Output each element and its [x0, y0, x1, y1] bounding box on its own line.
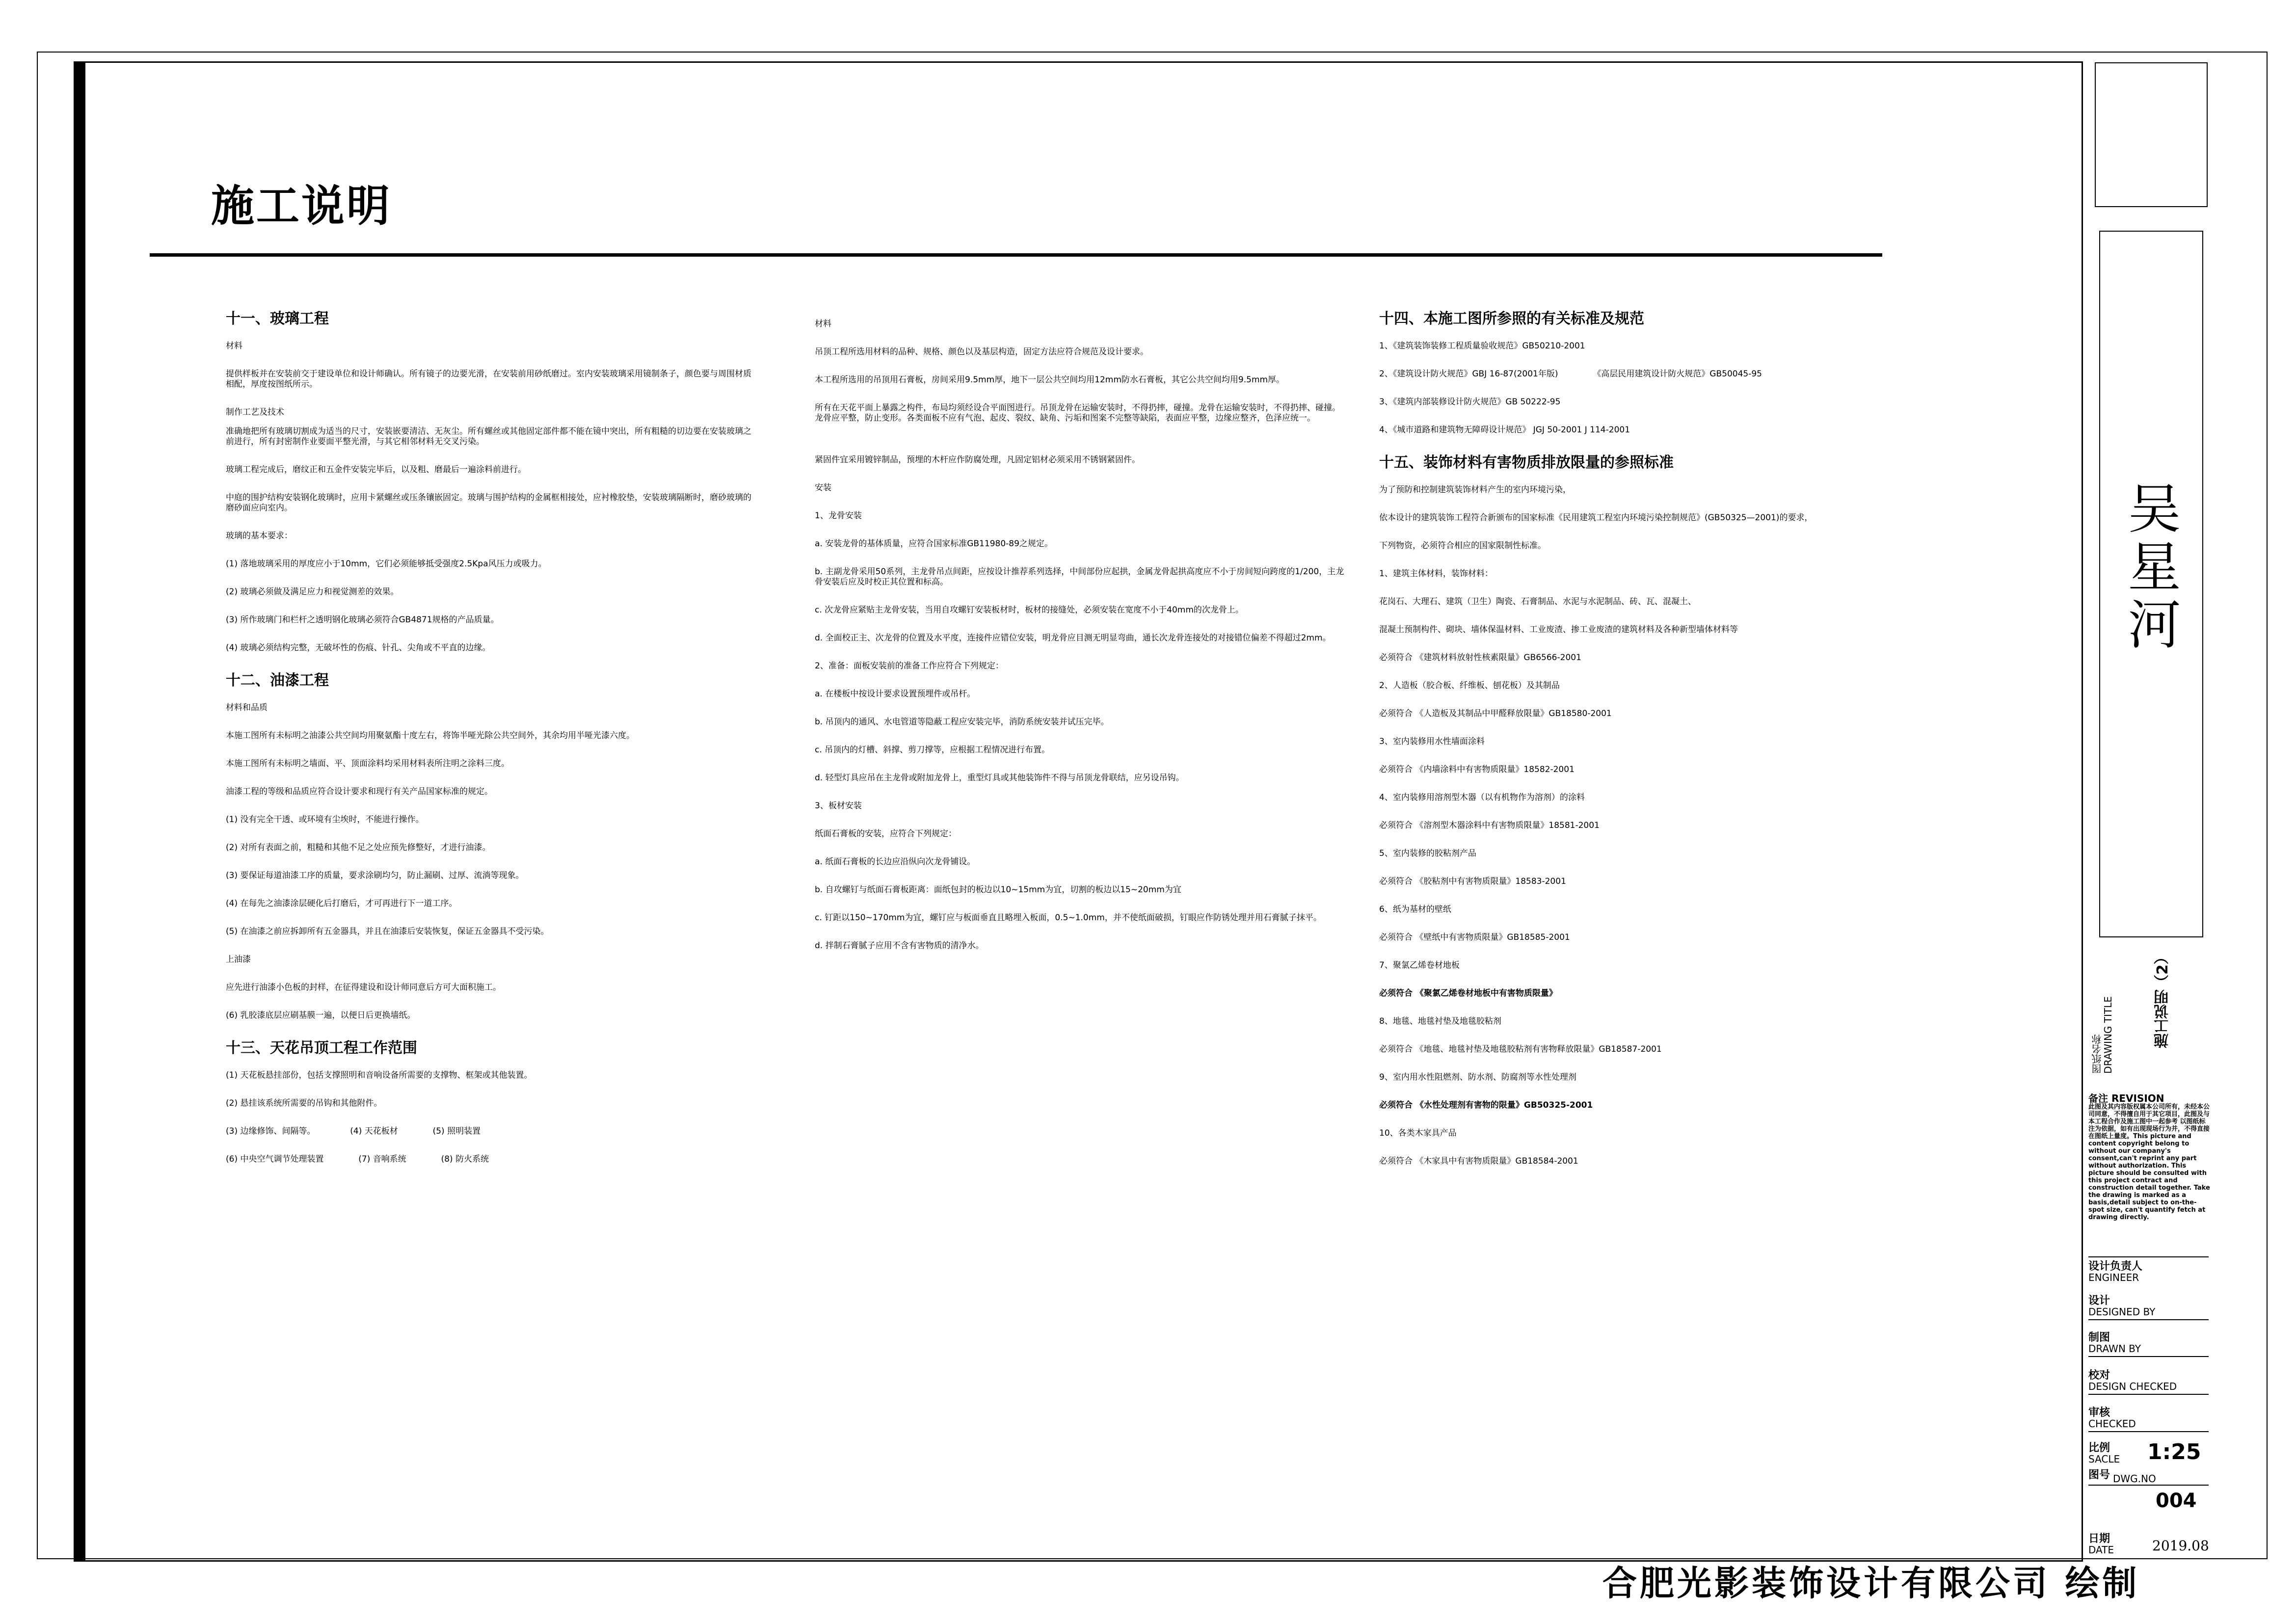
dwg-no-label-en: DWG.NO: [2113, 1473, 2156, 1485]
paragraph: 吊顶工程所选用材料的品种、规格、颜色以及基层构造，固定方法应符合规范及设计要求。: [815, 347, 1148, 357]
designed-by-label: 设计: [2088, 1295, 2110, 1307]
paragraph: c. 吊顶内的灯槽、斜撑、剪刀撑等，应根据工程情况进行布置。: [815, 745, 1050, 755]
list-item: (5) 照明装置: [432, 1126, 481, 1136]
drawn-by-label: 制图: [2088, 1331, 2110, 1344]
design-checked-label-en: DESIGN CHECKED: [2088, 1381, 2177, 1392]
paragraph: 纸面石膏板的安装，应符合下列规定：: [815, 829, 957, 839]
list-item: (6) 中央空气调节处理装置: [226, 1154, 324, 1164]
paragraph: 3、板材安装: [815, 801, 862, 811]
paragraph: (3) 要保证每道油漆工序的质量，要求涂刷均匀，防止漏刷、过厚、流淌等现象。: [226, 871, 524, 880]
paragraph: 所有在天花平面上暴露之构件，布局均须经设合平面图进行。吊顶龙骨在运输安装时，不得扔摔，碰撞。龙骨在运输安装时，不得扔摔、碰撞。龙骨应平整，防止变形。各类面板不应有气泡、起皮、裂纹、缺角、污垢和图案不完整等缺陷，表面应平整，边缘应整齐，色泽应统一。: [815, 403, 1340, 423]
scale-label-en: SACLE: [2088, 1453, 2120, 1465]
dwg-no-value: 004: [2156, 1490, 2197, 1512]
list-item: (8) 防火系统: [441, 1154, 489, 1164]
paragraph: 花岗石、大理石、建筑（卫生）陶瓷、石膏制品、水泥与水泥制品、砖、瓦、混凝土、: [1379, 597, 1696, 607]
paragraph: (2) 玻璃必须做及满足应力和视觉测差的效果。: [226, 587, 399, 597]
paragraph: a. 纸面石膏板的长边应沿纵向次龙骨铺设。: [815, 857, 976, 867]
paragraph: 必须符合 《内墙涂料中有害物质限量》18582-2001: [1379, 765, 1575, 774]
paragraph: 上油漆: [226, 955, 251, 964]
paragraph-row: [1379, 369, 1909, 379]
engineer-label-en: ENGINEER: [2088, 1272, 2139, 1283]
paragraph: 1、《建筑装饰装修工程质量验收规范》GB50210-2001: [1379, 341, 1585, 351]
paragraph: b. 吊顶内的通风、水电管道等隐蔽工程应安装完毕，消防系统安装并试压完毕。: [815, 717, 1109, 727]
paragraph: 4、《城市道路和建筑物无障碍设计规范》 JGJ 50-2001 J 114-2001: [1379, 425, 1630, 435]
scale-label: 比例: [2088, 1442, 2110, 1454]
title-rule: [150, 253, 1882, 257]
approved-label-en: CHECKED: [2088, 1418, 2136, 1430]
paragraph: 必须符合 《建筑材料放射性核素限量》GB6566-2001: [1379, 653, 1581, 663]
paragraph: 1、建筑主体材料，装饰材料：: [1379, 569, 1493, 579]
divider: [2088, 1485, 2209, 1486]
paragraph: a. 在楼板中按设计要求设置预埋件或吊杆。: [815, 689, 976, 699]
revision-notice: 此图及其内容版权属本公司所有，未经本公司同意，不得擅自用于其它项目，此图及与本工程合作及施工图中一起参考 以图纸标注为依据，如有出现现场行为并，不得直接在图纸上量度。This picture and content copyright belong to without our company's consent,can't reprint any part without authorization. This picture should be consulted with this project contract and construction detail together. Take the drawing is marked as a basis,detail subject to on-the-spot size, can't quantify fetch at drawing directly.: [2088, 1103, 2210, 1221]
paragraph: 准确地把所有玻璃切割成为适当的尺寸，安装嵌要清洁、无灰尘。所有螺丝或其他固定部件都不能在镜中突出，所有粗糙的切边要在安装玻璃之前进行，所有封密制作业要面平整光滑，与其它相邻材料无交叉污染。: [226, 426, 751, 447]
drawing-title-label: 图纸名称 DRAWING TITLE: [2091, 996, 2114, 1074]
divider: [2088, 1356, 2209, 1357]
paragraph: 本施工图所有未标明之油漆公共空间均用聚氨酯十度左右，将饰半哑光除公共空间外，其余均用半哑光漆六度。: [226, 731, 635, 741]
paragraph: 必须符合 《人造板及其制品中甲醛释放限量》GB18580-2001: [1379, 709, 1612, 719]
drawing-title: 施工说明（2）: [2154, 950, 2171, 1048]
paragraph: 下列物资，必须符合相应的国家限制性标准。: [1379, 541, 1546, 551]
list-item: 《高层民用建筑设计防火规范》GB50045-95: [1593, 369, 1762, 379]
approved-label: 审核: [2088, 1407, 2110, 1419]
paragraph: 必须符合 《水性处理剂有害物的限量》GB50325-2001: [1379, 1100, 1593, 1110]
paragraph: (1) 天花板悬挂部份，包括支撑照明和音响设备所需要的支撑物、框架或其他装置。: [226, 1070, 533, 1080]
paragraph: 依本设计的建筑装饰工程符合新颁布的国家标准《民用建筑工程室内环境污染控制规范》(GB50325—2001)的要求，: [1379, 513, 1813, 523]
paragraph: 材料和品质: [226, 703, 267, 713]
paragraph: 玻璃工程完成后，磨纹正和五金件安装完毕后，以及粗、磨最后一遍涂料前进行。: [226, 465, 526, 475]
paragraph: 必须符合 《壁纸中有害物质限量》GB18585-2001: [1379, 932, 1570, 942]
list-item: (3) 边缘修饰、间隔等。: [226, 1126, 316, 1136]
paragraph: (3) 所作玻璃门和栏杆之透明钢化玻璃必须符合GB4871规格的产品质量。: [226, 615, 499, 625]
project-name: 吴星河: [2119, 481, 2180, 655]
paragraph: 制作工艺及技术: [226, 407, 284, 417]
paragraph: 油漆工程的等级和品质应符合设计要求和现行有关产品国家标准的规定。: [226, 787, 493, 797]
divider: [2088, 1394, 2209, 1395]
section-11-title: 十一、玻璃工程: [226, 310, 329, 327]
paragraph: (6) 乳胶漆底层应刷基膜一遍，以便日后更换墙纸。: [226, 1011, 416, 1020]
paragraph: d. 轻型灯具应吊在主龙骨或附加龙骨上，重型灯具或其他装饰件不得与吊顶龙骨联结，应另设吊钩。: [815, 773, 1184, 783]
paragraph: d. 拌制石膏腻子应用不含有害物质的清净水。: [815, 941, 984, 951]
paragraph: 8、地毯、地毯衬垫及地毯胶粘剂: [1379, 1016, 1501, 1026]
paragraph: 7、聚氯乙烯卷材地板: [1379, 960, 1460, 970]
designed-by-label-en: DESIGNED BY: [2088, 1306, 2156, 1318]
paragraph: c. 次龙骨应紧贴主龙骨安装，当用自攻螺钉安装板材时，板材的接缝处，必须安装在宽度不小于40mm的次龙骨上。: [815, 605, 1244, 615]
section-14-title: 十四、本施工图所参照的有关标准及规范: [1379, 310, 1644, 327]
paragraph: 3、《建筑内部装修设计防火规范》GB 50222-95: [1379, 397, 1561, 407]
design-checked-label: 校对: [2088, 1369, 2110, 1382]
paragraph: c. 钉距以150~170mm为宜，螺钉应与板面垂直且略埋入板面，0.5~1.0mm，并不使纸面破损，钉眼应作防锈处理并用石膏腻子抹平。: [815, 913, 1322, 923]
paragraph: 5、室内装修的胶粘剂产品: [1379, 849, 1476, 858]
paragraph: (5) 在油漆之前应拆卸所有五金器具，并且在油漆后安装恢复，保证五金器具不受污染。: [226, 927, 549, 936]
list-item: 2、《建筑设计防火规范》GBJ 16-87(2001年版): [1379, 369, 1558, 379]
paragraph: 材料: [815, 319, 831, 329]
revision-label: 备注 REVISION: [2088, 1092, 2164, 1104]
column-3: [1379, 309, 1909, 1184]
paragraph: (4) 在每先之油漆涂层硬化后打磨后，才可再进行下一道工序。: [226, 899, 457, 908]
column-1: [226, 309, 756, 1182]
paragraph: 中庭的围护结构安装钢化玻璃时，应用卡紧螺丝或压条镶嵌固定。玻璃与围护结构的金属框相接处，应衬橡胶垫，安装玻璃隔断时，磨砂玻璃的磨砂面应向室内。: [226, 493, 751, 513]
divider: [2088, 1256, 2209, 1257]
paragraph: 紧固件宜采用镀锌制品，预埋的木杆应作防腐处理，凡固定铝材必须采用不锈钢紧固件。: [815, 455, 1140, 465]
paragraph-row: [226, 1154, 756, 1165]
paragraph: (2) 悬挂该系统所需要的吊钩和其他附件。: [226, 1098, 382, 1108]
paragraph: 为了预防和控制建筑装饰材料产生的室内环境污染，: [1379, 485, 1571, 495]
paragraph: 混凝土预制构件、砌块、墙体保温材料、工业废渣、掺工业废渣的建筑材料及各种新型墙体材料等: [1379, 625, 1738, 635]
drawn-by-label-en: DRAWN BY: [2088, 1343, 2141, 1355]
date-label: 日期: [2088, 1533, 2110, 1545]
paragraph: 必须符合 《胶粘剂中有害物质限量》18583-2001: [1379, 877, 1566, 886]
paragraph: 10、各类木家具产品: [1379, 1128, 1457, 1138]
paragraph: (1) 落地玻璃采用的厚度应小于10mm，它们必须能够抵受强度2.5Kpa风压力或吸力。: [226, 559, 547, 569]
paragraph: 4、室内装修用溶剂型木器（以有机物作为溶剂）的涂料: [1379, 793, 1585, 802]
divider: [2088, 1319, 2209, 1320]
paragraph: 本施工图所有未标明之墙面、平、顶面涂料均采用材料表所注明之涂料三度。: [226, 759, 509, 769]
paragraph: 玻璃的基本要求：: [226, 531, 293, 541]
paragraph: 2、准备：面板安装前的准备工作应符合下列规定：: [815, 661, 1004, 671]
section-12-title: 十二、油漆工程: [226, 672, 329, 689]
paragraph: 应先进行油漆小色板的封样，在征得建设和设计师同意后方可大面积施工。: [226, 983, 501, 992]
dwg-no-label: 图号: [2088, 1469, 2110, 1481]
paragraph: b. 自攻螺钉与纸面石膏板距离：面纸包封的板边以10~15mm为宜，切割的板边以15~20mm为宜: [815, 885, 1181, 895]
paragraph: 2、人造板（胶合板、纤维板、刨花板）及其制品: [1379, 681, 1560, 691]
paragraph: a. 安装龙骨的基体质量，应符合国家标准GB11980-89之规定。: [815, 539, 1053, 549]
date-label-en: DATE: [2088, 1544, 2114, 1556]
paragraph: 提供样板并在安装前交于建设单位和设计师确认。所有镜子的边要光滑，在安装前用砂纸磨过。室内安装玻璃采用镜制条子，颜色要与周围材质相配，厚度按图纸所示。: [226, 369, 751, 389]
paragraph: d. 全面校正主、次龙骨的位置及水平度，连接件应错位安装，明龙骨应目测无明显弯曲，通长次龙骨连接处的对接错位偏差不得超过2mm。: [815, 633, 1331, 643]
paragraph: 必须符合 《聚氯乙烯卷材地板中有害物质限量》: [1379, 988, 1557, 998]
paragraph: 必须符合 《木家具中有害物质限量》GB18584-2001: [1379, 1156, 1578, 1166]
paragraph: 材料: [226, 341, 242, 351]
paragraph-row: [226, 1126, 756, 1137]
paragraph: 9、室内用水性阻燃剂、防水剂、防腐剂等水性处理剂: [1379, 1072, 1576, 1082]
date-value: 2019.08: [2152, 1538, 2209, 1554]
paragraph: 必须符合 《溶剂型木器涂料中有害物质限量》18581-2001: [1379, 821, 1600, 830]
page-title: 施工说明: [211, 181, 392, 231]
list-item: (4) 天花板材: [350, 1126, 398, 1136]
paragraph: 安装: [815, 483, 831, 493]
list-item: (7) 音响系统: [358, 1154, 406, 1164]
paragraph: 1、龙骨安装: [815, 511, 862, 521]
paragraph: 必须符合 《地毯、地毯衬垫及地毯胶粘剂有害物释放限量》GB18587-2001: [1379, 1044, 1662, 1054]
section-13-title: 十三、天花吊顶工程工作范围: [226, 1039, 417, 1057]
company-name: 合肥光影装饰设计有限公司 绘制: [1602, 1563, 2140, 1603]
section-15-title: 十五、装饰材料有害物质排放限量的参照标准: [1379, 454, 1674, 471]
paragraph: b. 主副龙骨采用50系列，主龙骨吊点间距，应按设计推荐系列选择，中间部份应起拱，金属龙骨起拱高度应不小于房间短向跨度的1/200，主龙骨安装后应及时校正其位置和标高。: [815, 567, 1344, 587]
title-block-top-box: [2095, 62, 2208, 207]
paragraph: (2) 对所有表面之前，粗糙和其他不足之处应预先修整好，才进行油漆。: [226, 843, 491, 852]
paragraph: (4) 玻璃必须结构完整，无破坏性的伤痕、针孔、尖角或不平直的边缘。: [226, 643, 491, 653]
engineer-label: 设计负责人: [2088, 1260, 2143, 1273]
paragraph: (1) 没有完全干透、或环境有尘埃时，不能进行操作。: [226, 815, 424, 825]
divider: [2088, 1431, 2209, 1432]
paragraph: 6、纸为基材的壁纸: [1379, 905, 1451, 914]
column-2: [815, 319, 1345, 969]
scale-value: 1:25: [2147, 1439, 2201, 1464]
paragraph: 3、室内装修用水性墙面涂料: [1379, 737, 1485, 746]
paragraph: 本工程所选用的吊顶用石膏板，房间采用9.5mm厚，地下一层公共空间均用12mm防水石膏板，其它公共空间均用9.5mm厚。: [815, 375, 1285, 385]
